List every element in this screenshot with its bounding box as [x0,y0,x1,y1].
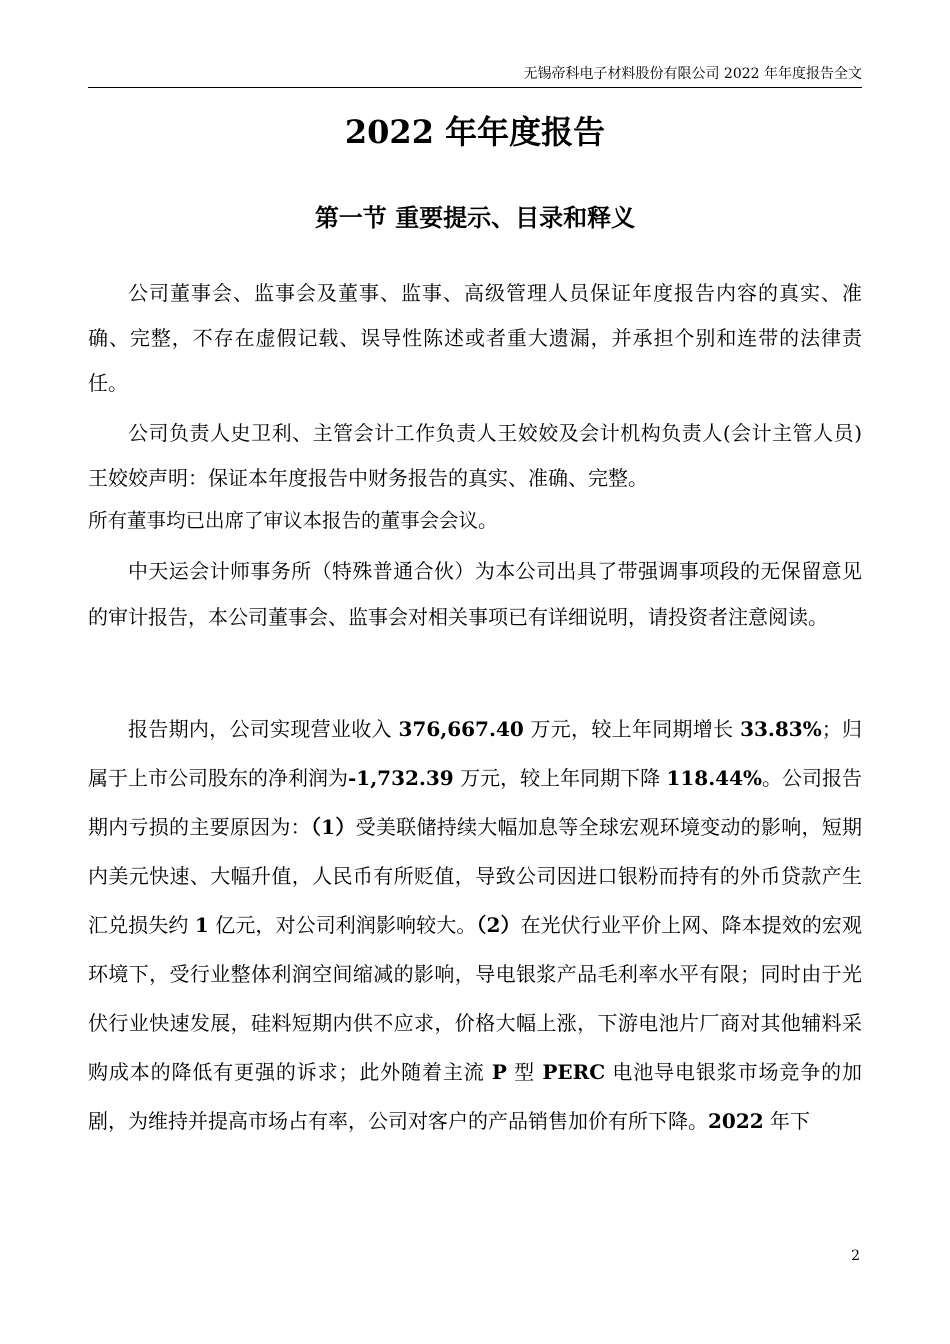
performance-text: ；归属于上市公司股东的净利润为 [88,717,862,790]
audit-opinion-paragraph: 中天运会计师事务所（特殊普通合伙）为本公司出具了带强调事项段的无保留意见的审计报告，本公司董事会、监事会对相关事项已有详细说明，请投资者注意阅读。 [88,559,862,629]
performance-text: 报告期内，公司实现营业收入 [128,717,399,741]
year-value: 2022 [708,1109,764,1133]
running-header: 无锡帝科电子材料股份有限公司 2022 年年度报告全文 [523,66,862,82]
revenue-growth-value: 33.83% [740,717,822,741]
board-statement-paragraph: 公司董事会、监事会及董事、监事、高级管理人员保证年度报告内容的真实、准确、完整，不存在虚假记载、误导性陈述或者重大遗漏，并承担个别和连带的法律责任。 [88,281,862,395]
performance-text: 电池导电银浆市场竞争的加剧，为维持并提高市场占有率，公司对客户的产品销售加价有所下降。 [88,1060,863,1133]
reason-two-marker: （2） [476,913,521,937]
performance-text: 在光伏行业平价上网、降本提效的宏观环境下，受行业整体利润空间缩减的影响，导电银浆产品毛利率水平有限；同时由于光伏行业快速发展，硅料短期内供不应求，价格大幅上涨，下游电池片厂商对其他辅料采购成本的降低有更强的诉求；此外随着主流 [88,913,863,1084]
reason-one-marker: （1） [310,815,356,839]
performance-text: 受美联储持续大幅加息等全球宏观环境变动的影响，短期内美元快速、大幅升值，人民币有所贬值，导致公司因进口银粉而持有的外币贷款产生汇兑损失约 [88,815,863,937]
performance-text: 。公司报告期内亏损的主要原因为： [88,766,862,839]
revenue-value: 376,667.40 [398,717,524,741]
header-divider [88,87,862,88]
performance-text: 万元，较上年同期下降 [453,766,667,790]
performance-paragraph [88,705,862,1146]
document-title: 2022 年年度报告 [344,113,606,151]
performance-text: 亿元，对公司利润影响较大。 [208,913,477,937]
net-profit-value: -1,732.39 [348,766,454,790]
page-number: 2 [851,1248,860,1264]
perc-text: PERC [542,1060,606,1084]
officer-statement-paragraph: 公司负责人史卫利、主管会计工作负责人王姣姣及会计机构负责人(会计主管人员)王姣姣声明：保证本年度报告中财务报告的真实、准确、完整。 [88,421,862,490]
performance-text: 型 [506,1060,543,1084]
p-type-text: P [491,1060,507,1084]
fx-loss-value: 1 [194,913,209,937]
performance-text: 年下 [763,1109,811,1133]
profit-decline-value: 118.44% [666,766,762,790]
performance-text: 万元，较上年同期增长 [523,717,741,741]
attendance-paragraph: 所有董事均已出席了审议本报告的董事会会议。 [88,509,498,532]
section-title: 第一节 重要提示、目录和释义 [314,203,636,232]
